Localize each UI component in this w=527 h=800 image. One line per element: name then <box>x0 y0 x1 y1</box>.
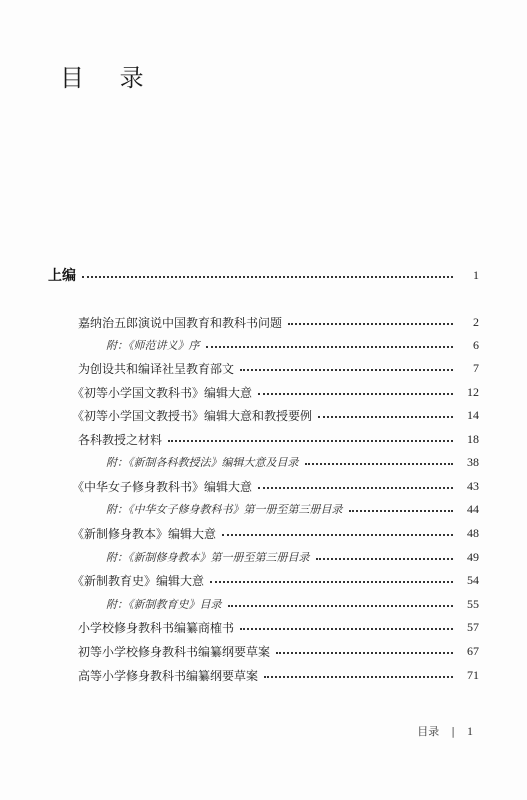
toc-entry[interactable] <box>72 523 479 543</box>
toc-entry[interactable] <box>72 405 479 425</box>
toc-page-number: 57 <box>467 619 479 634</box>
dot-leader <box>240 369 453 371</box>
dot-leader <box>228 605 454 607</box>
page-footer <box>417 723 473 739</box>
toc-entry-label: 附：《新制各科教授法》编辑大意及目录 <box>106 456 299 469</box>
toc-entry-label: 小学校修身教科书编纂商榷书 <box>78 620 235 635</box>
toc-page-number: 38 <box>467 454 479 469</box>
toc-subentry[interactable] <box>106 499 479 519</box>
dot-leader <box>168 440 453 442</box>
footer-page-number: 1 <box>467 723 473 738</box>
footer-section-label: 目录 <box>417 725 440 738</box>
dot-leader <box>316 558 454 560</box>
toc-subentry[interactable] <box>106 452 479 472</box>
dot-leader <box>206 346 454 348</box>
toc-page-number: 43 <box>467 478 479 493</box>
toc-title: 目 录 <box>60 64 158 92</box>
toc-page-number: 71 <box>467 667 479 682</box>
dot-leader <box>318 416 453 418</box>
toc-entry-label: 高等小学修身教科书编纂纲要草案 <box>78 668 259 683</box>
toc-entry-label: 附：《中华女子修身教科书》第一册至第三册目录 <box>106 503 343 516</box>
dot-leader <box>264 676 453 678</box>
toc-page-number: 12 <box>467 384 479 399</box>
toc-entry-label: 初等小学校修身教科书编纂纲要草案 <box>78 644 271 659</box>
toc-page-number: 14 <box>467 407 479 422</box>
toc-part-entry[interactable] <box>48 265 479 285</box>
toc-entry[interactable] <box>78 312 479 332</box>
toc-page-number: 7 <box>473 360 479 375</box>
toc-entry-label: 《初等小学国文教授书》编辑大意和教授要例 <box>72 408 313 423</box>
toc-entry[interactable] <box>78 641 479 661</box>
toc-entry-label: 《初等小学国文教科书》编辑大意 <box>72 385 253 400</box>
toc-entry[interactable] <box>72 382 479 402</box>
toc-entry-label: 附：《新制修身教本》第一册至第三册目录 <box>106 551 310 564</box>
toc-entry-label: 《新制教育史》编辑大意 <box>72 573 205 588</box>
toc-entry[interactable] <box>78 429 479 449</box>
toc-page-number: 67 <box>467 643 479 658</box>
toc-entry-label: 嘉纳治五郎演说中国教育和教科书问题 <box>78 315 283 330</box>
toc-entry-label: 各科教授之材料 <box>78 432 163 447</box>
toc-entry-label: 附：《师范讲义》序 <box>106 339 200 352</box>
toc-page-number: 44 <box>467 501 479 516</box>
dot-leader <box>288 323 453 325</box>
toc-page-number: 55 <box>467 596 479 611</box>
dot-leader <box>210 581 453 583</box>
dot-leader <box>258 487 453 489</box>
toc-entry-label: 上编 <box>48 268 76 284</box>
dot-leader <box>222 534 453 536</box>
footer-separator: | <box>451 724 455 738</box>
toc-page-number: 49 <box>467 549 479 564</box>
dot-leader <box>276 652 453 654</box>
toc-entry[interactable] <box>72 570 479 590</box>
toc-page-number: 18 <box>467 431 479 446</box>
toc-subentry[interactable] <box>106 594 479 614</box>
toc-entry-label: 《中华女子修身教科书》编辑大意 <box>72 479 253 494</box>
toc-page-number: 2 <box>473 314 479 329</box>
dot-leader <box>258 393 453 395</box>
toc-entry-label: 《新制修身教本》编辑大意 <box>72 526 217 541</box>
toc-page-number: 6 <box>473 337 479 352</box>
toc-subentry[interactable] <box>106 335 479 355</box>
dot-leader <box>240 628 453 630</box>
dot-leader <box>82 276 453 278</box>
toc-entry[interactable] <box>78 358 479 378</box>
toc-entry-label: 为创设共和编译社呈教育部文 <box>78 361 235 376</box>
toc-entry-label: 附：《新制教育史》目录 <box>106 598 222 611</box>
toc-page-number: 54 <box>467 572 479 587</box>
dot-leader <box>349 510 454 512</box>
toc-entry[interactable] <box>72 476 479 496</box>
toc-page-number: 1 <box>473 267 479 282</box>
toc-page-number: 48 <box>467 525 479 540</box>
dot-leader <box>305 463 454 465</box>
toc-entry[interactable] <box>78 617 479 637</box>
toc-subentry[interactable] <box>106 547 479 567</box>
toc-entry[interactable] <box>78 665 479 685</box>
